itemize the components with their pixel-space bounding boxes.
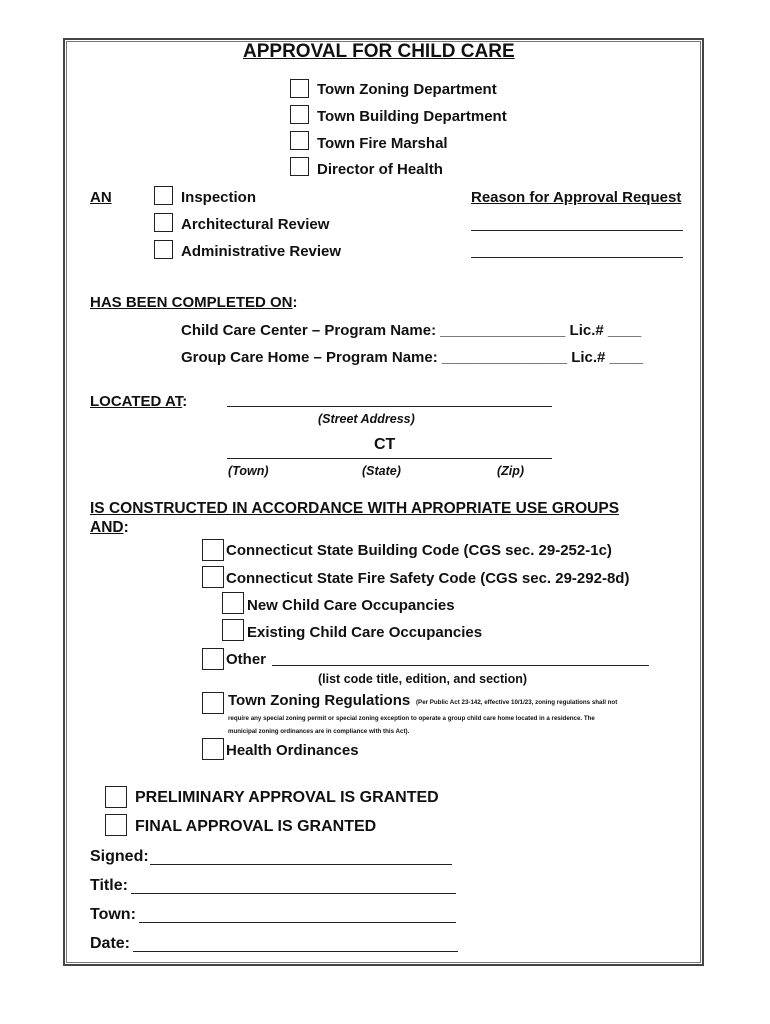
- checkbox-other[interactable]: [202, 648, 224, 670]
- form-title: APPROVAL FOR CHILD CARE: [243, 41, 515, 62]
- checkbox-building-code[interactable]: [202, 539, 224, 561]
- reason-heading: Reason for Approval Request: [471, 189, 682, 206]
- state-value: CT: [374, 436, 396, 453]
- review-label-inspection: Inspection: [181, 189, 257, 206]
- constructed-heading-line2: AND:: [90, 519, 129, 536]
- checkbox-existing-occupancies[interactable]: [222, 619, 244, 641]
- town-state-zip-line[interactable]: [227, 458, 552, 459]
- checkbox-town-building[interactable]: [290, 105, 309, 124]
- code-label-new-occupancies: New Child Care Occupancies: [247, 597, 455, 614]
- town-caption: (Town): [228, 464, 269, 478]
- department-label-zoning: Town Zoning Department: [317, 81, 497, 98]
- zoning-note-line1: (Per Public Act 23-142, effective 10/1/23, zoning regulations shall not: [416, 699, 618, 706]
- constructed-heading-and: AND: [90, 519, 124, 536]
- program-child-care-center[interactable]: Child Care Center – Program Name: _______________ Lic.# ____: [181, 322, 642, 339]
- located-heading-text: LOCATED AT: [90, 393, 183, 410]
- completed-heading-text: HAS BEEN COMPLETED ON: [90, 294, 293, 311]
- checkbox-health-ordinances[interactable]: [202, 738, 224, 760]
- town-line[interactable]: [139, 922, 456, 923]
- code-label-other: Other: [226, 651, 267, 668]
- checkbox-inspection[interactable]: [154, 186, 173, 205]
- reason-line-1[interactable]: [471, 230, 683, 231]
- checkbox-town-zoning[interactable]: [290, 79, 309, 98]
- other-code-line[interactable]: [272, 665, 649, 666]
- street-address-line[interactable]: [227, 406, 552, 407]
- code-label-existing-occupancies: Existing Child Care Occupancies: [247, 624, 483, 641]
- date-label: Date:: [90, 935, 131, 952]
- department-label-fire: Town Fire Marshal: [317, 135, 448, 152]
- approval-label-preliminary: PRELIMINARY APPROVAL IS GRANTED: [135, 789, 439, 806]
- title-label: Title:: [90, 877, 128, 894]
- checkbox-zoning-regulations[interactable]: [202, 692, 224, 714]
- zip-caption: (Zip): [497, 464, 525, 478]
- date-line[interactable]: [133, 951, 458, 952]
- checkbox-fire-safety-code[interactable]: [202, 566, 224, 588]
- department-label-building: Town Building Department: [317, 108, 507, 125]
- checkbox-architectural-review[interactable]: [154, 213, 173, 232]
- zoning-note-line3: municipal zoning ordinances are in compliance with this Act).: [228, 728, 410, 735]
- town-label: Town:: [90, 906, 136, 923]
- located-heading: LOCATED AT:: [90, 393, 188, 410]
- code-label-zoning: Town Zoning Regulations: [228, 692, 411, 709]
- checkbox-new-occupancies[interactable]: [222, 592, 244, 614]
- review-label-architectural: Architectural Review: [181, 216, 330, 233]
- completed-heading: HAS BEEN COMPLETED ON:: [90, 294, 298, 311]
- reason-line-2[interactable]: [471, 257, 683, 258]
- an-label: AN: [90, 189, 112, 206]
- signed-label: Signed:: [90, 848, 149, 865]
- approval-label-final: FINAL APPROVAL IS GRANTED: [135, 818, 377, 835]
- constructed-heading-line1: IS CONSTRUCTED IN ACCORDANCE WITH APROPRIATE USE GROUPS: [90, 500, 620, 517]
- code-label-health: Health Ordinances: [226, 742, 359, 759]
- state-caption: (State): [362, 464, 401, 478]
- code-label-building: Connecticut State Building Code (CGS sec. 29-252-1c): [226, 542, 612, 559]
- other-code-caption: (list code title, edition, and section): [318, 672, 528, 686]
- checkbox-town-fire-marshal[interactable]: [290, 131, 309, 150]
- checkbox-director-of-health[interactable]: [290, 157, 309, 176]
- title-line[interactable]: [131, 893, 456, 894]
- zoning-note-line2: require any special zoning permit or special zoning exception to operate a group child care home located in a residence. The: [228, 715, 595, 722]
- checkbox-administrative-review[interactable]: [154, 240, 173, 259]
- street-address-caption: (Street Address): [318, 412, 415, 426]
- checkbox-final-approval[interactable]: [105, 814, 127, 836]
- review-label-administrative: Administrative Review: [181, 243, 342, 260]
- department-label-health: Director of Health: [317, 161, 443, 178]
- signed-line[interactable]: [150, 864, 452, 865]
- checkbox-preliminary-approval[interactable]: [105, 786, 127, 808]
- program-group-care-home[interactable]: Group Care Home – Program Name: _______________ Lic.# ____: [181, 349, 643, 366]
- code-label-fire: Connecticut State Fire Safety Code (CGS sec. 29-292-8d): [226, 570, 630, 587]
